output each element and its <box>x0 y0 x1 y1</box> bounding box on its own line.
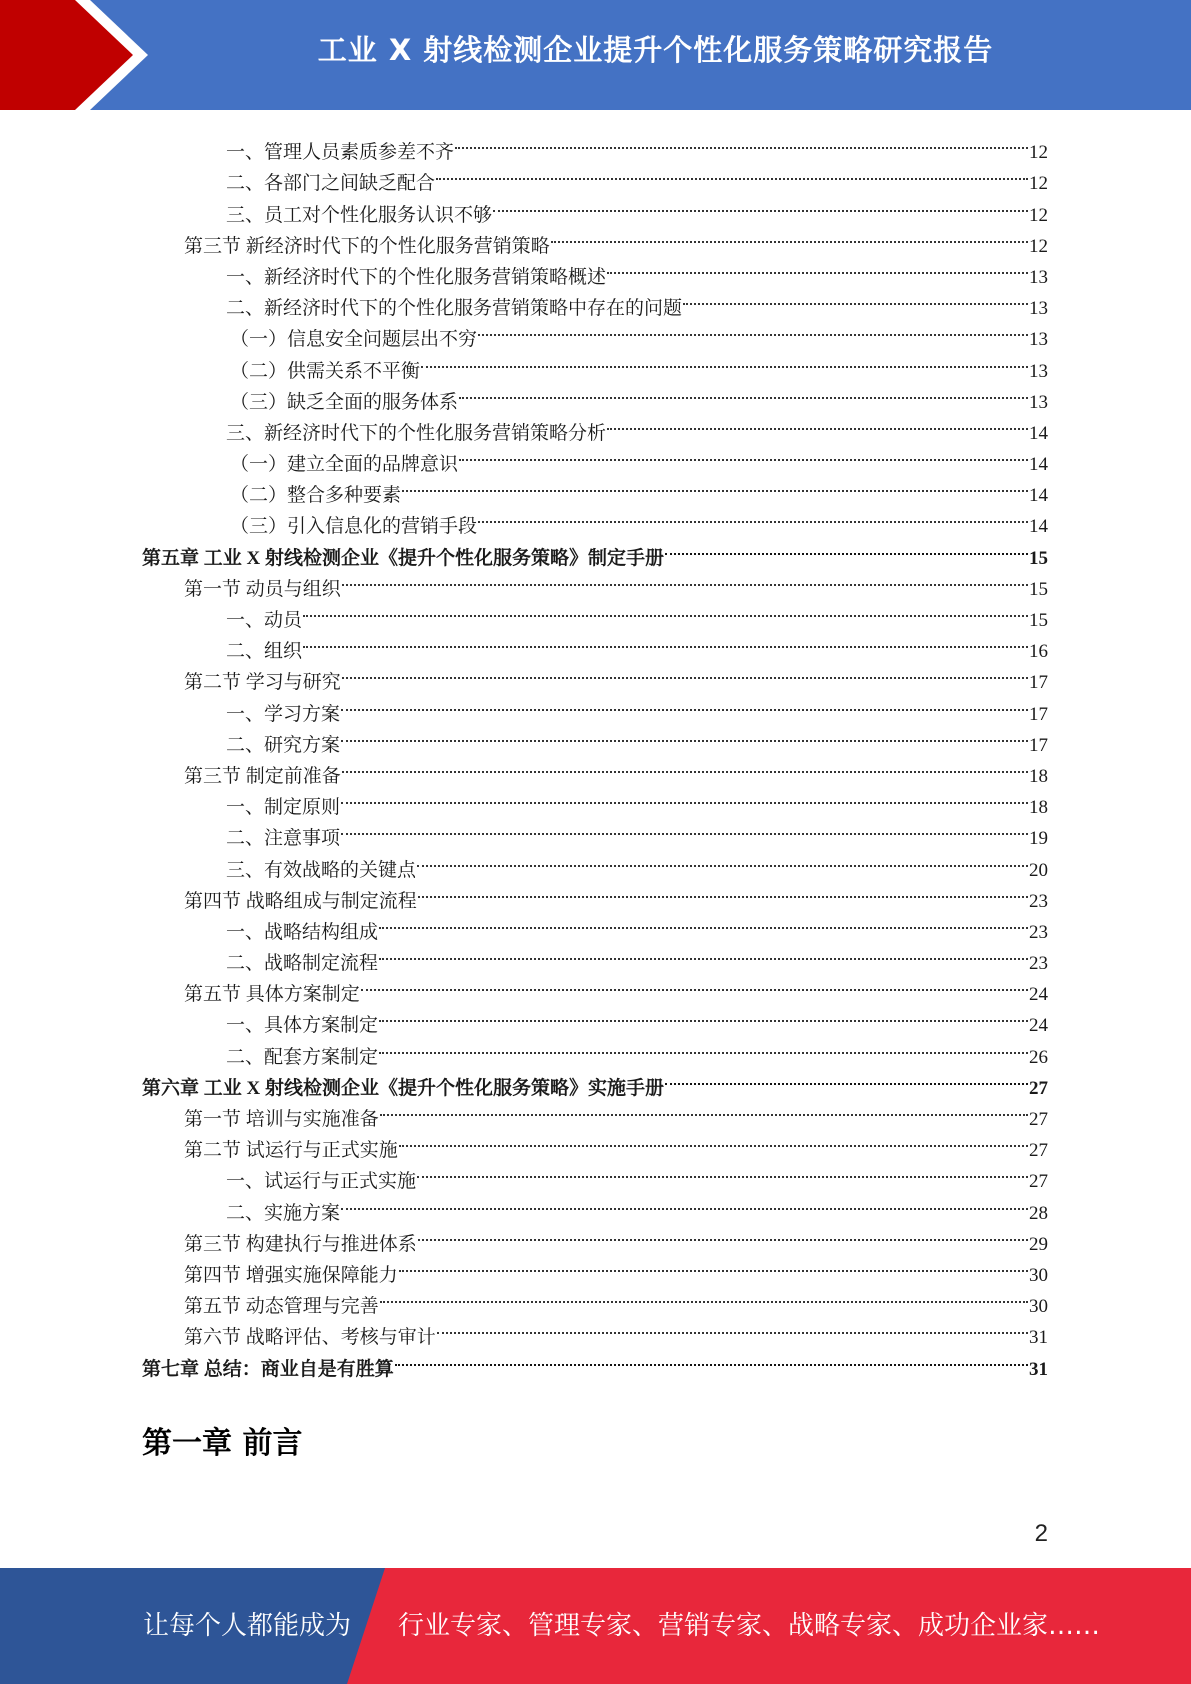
toc-dot-leader <box>341 1187 1028 1218</box>
toc-entry-label: 一、动员 <box>226 610 303 631</box>
toc-dot-leader <box>303 595 1028 626</box>
toc-entry-page: 15 <box>1029 547 1048 569</box>
toc-dot-leader <box>342 751 1028 782</box>
toc-entry-page: 30 <box>1029 1264 1048 1286</box>
toc-entry-label: 二、组织 <box>226 641 303 663</box>
toc-dot-leader <box>341 813 1028 844</box>
toc-entry-page: 14 <box>1029 454 1048 476</box>
toc-entry-page: 27 <box>1029 1109 1048 1130</box>
toc-entry-label: 三、有效战略的关键点 <box>226 859 417 881</box>
toc-entry-label: 第一节 动员与组织 <box>184 578 341 600</box>
toc-dot-leader <box>342 657 1028 688</box>
page-footer <box>0 1568 1191 1684</box>
toc-dot-leader <box>493 189 1028 220</box>
toc-entry-page: 27 <box>1029 1140 1048 1162</box>
toc-entry-page: 16 <box>1029 641 1048 663</box>
toc-entry-label: 第五节 具体方案制定 <box>184 984 360 1006</box>
chapter-heading: 第一章 前言 <box>142 1426 303 1461</box>
toc-dot-leader <box>459 377 1028 408</box>
toc-dot-leader <box>478 314 1028 345</box>
toc-entry-page: 14 <box>1029 516 1048 538</box>
toc-dot-leader <box>417 1156 1028 1187</box>
page-number: 2 <box>1034 1520 1048 1547</box>
toc-dot-leader <box>380 1094 1028 1125</box>
toc-entry-label: 第六章 工业 X 射线检测企业《提升个性化服务策略》实施手册 <box>142 1077 664 1099</box>
table-of-contents <box>142 127 1048 1380</box>
toc-entry-label: 第五章 工业 X 射线检测企业《提升个性化服务策略》制定手册 <box>142 547 664 569</box>
toc-entry-page: 15 <box>1029 578 1048 600</box>
toc-dot-leader <box>607 252 1028 283</box>
toc-entry-label: （三）引入信息化的营销手段 <box>230 516 478 538</box>
toc-entry-page: 31 <box>1029 1358 1048 1380</box>
toc-entry-page: 29 <box>1029 1233 1048 1255</box>
toc-entry-page: 27 <box>1029 1077 1048 1099</box>
toc-dot-leader <box>341 782 1028 813</box>
toc-dot-leader <box>551 221 1028 252</box>
toc-entry-label: （一）信息安全问题层出不穷 <box>230 329 478 351</box>
toc-dot-leader <box>379 1031 1028 1062</box>
toc-entry-label: 第二节 学习与研究 <box>184 672 341 694</box>
toc-entry-label: 二、研究方案 <box>226 734 341 756</box>
toc-entry-label: 第四节 战略组成与制定流程 <box>184 890 417 912</box>
toc-dot-leader <box>665 532 1028 563</box>
toc-dot-leader <box>478 501 1028 532</box>
toc-entry-page: 18 <box>1029 797 1048 819</box>
toc-dot-leader <box>607 408 1028 439</box>
toc-entry-label: 一、新经济时代下的个性化服务营销策略概述 <box>226 266 607 288</box>
document-title: 工业 X 射线检测企业提升个性化服务策略研究报告 <box>317 33 994 67</box>
toc-entry-page: 12 <box>1029 204 1048 226</box>
toc-entry-page: 13 <box>1029 360 1048 382</box>
toc-entry-label: 一、具体方案制定 <box>226 1015 379 1037</box>
toc-entry-label: 第六节 战略评估、考核与审计 <box>184 1327 436 1349</box>
toc-entry-label: 一、制定原则 <box>226 797 341 819</box>
toc-entry-label: 一、试运行与正式实施 <box>226 1171 417 1193</box>
toc-entry-label: 第三节 构建执行与推进体系 <box>184 1233 417 1255</box>
toc-entry-label: 第二节 试运行与正式实施 <box>184 1140 398 1162</box>
toc-entry-label: 一、战略结构组成 <box>226 921 379 943</box>
toc-entry-page: 17 <box>1029 734 1048 756</box>
toc-entry-page: 12 <box>1029 142 1048 164</box>
toc-entry-label: 二、新经济时代下的个性化服务营销策略中存在的问题 <box>226 298 683 320</box>
toc-dot-leader <box>683 283 1028 314</box>
toc-entry-label: （一）建立全面的品牌意识 <box>230 454 459 476</box>
toc-entry-label: 第三节 新经济时代下的个性化服务营销策略 <box>184 235 550 257</box>
toc-entry-page: 14 <box>1029 485 1048 507</box>
toc-entry-label: 第一节 培训与实施准备 <box>184 1109 379 1130</box>
toc-entry-page: 13 <box>1029 298 1048 320</box>
toc-entry-page: 18 <box>1029 765 1048 787</box>
toc-dot-leader <box>341 720 1028 751</box>
toc-entry-label: 第三节 制定前准备 <box>184 765 341 787</box>
toc-entry[interactable] <box>142 127 1048 164</box>
toc-entry-label: （二）整合多种要素 <box>230 485 402 507</box>
toc-dot-leader <box>418 876 1028 907</box>
toc-dot-leader <box>303 626 1028 657</box>
toc-dot-leader <box>379 1000 1028 1031</box>
toc-entry-page: 12 <box>1029 235 1048 257</box>
toc-entry-label: 一、学习方案 <box>226 703 341 725</box>
toc-entry-label: 二、各部门之间缺乏配合 <box>226 173 436 195</box>
toc-entry-page: 14 <box>1029 422 1048 444</box>
toc-dot-leader <box>342 564 1028 595</box>
toc-dot-leader <box>341 688 1028 719</box>
toc-dot-leader <box>421 345 1028 376</box>
toc-dot-leader <box>379 907 1028 938</box>
toc-dot-leader <box>395 1343 1028 1374</box>
toc-entry-page: 17 <box>1029 672 1048 694</box>
toc-dot-leader <box>399 1125 1028 1156</box>
toc-entry-label: 二、战略制定流程 <box>226 953 379 975</box>
toc-entry-label: 二、实施方案 <box>226 1202 341 1224</box>
page-header <box>0 0 1191 110</box>
toc-entry-page: 27 <box>1029 1171 1048 1193</box>
toc-entry-label: （二）供需关系不平衡 <box>230 360 421 382</box>
toc-entry-page: 17 <box>1029 703 1048 725</box>
toc-dot-leader <box>399 1250 1028 1281</box>
toc-entry-label: 第四节 增强实施保障能力 <box>184 1264 398 1286</box>
toc-entry-page: 13 <box>1029 391 1048 413</box>
toc-entry-page: 23 <box>1029 890 1048 912</box>
toc-entry-page: 19 <box>1029 828 1048 850</box>
toc-entry-label: 一、管理人员素质参差不齐 <box>226 142 455 164</box>
toc-dot-leader <box>455 127 1028 158</box>
toc-dot-leader <box>379 938 1028 969</box>
toc-entry-page: 23 <box>1029 953 1048 975</box>
toc-dot-leader <box>417 844 1028 875</box>
toc-entry-page: 13 <box>1029 329 1048 351</box>
toc-entry-page: 15 <box>1029 610 1048 631</box>
toc-entry-label: 三、员工对个性化服务认识不够 <box>226 204 493 226</box>
toc-entry-label: 二、配套方案制定 <box>226 1046 379 1068</box>
toc-dot-leader <box>437 1312 1028 1343</box>
toc-entry-label: 第五节 动态管理与完善 <box>184 1296 379 1318</box>
toc-entry-page: 23 <box>1029 921 1048 943</box>
toc-dot-leader <box>380 1281 1028 1312</box>
toc-entry-page: 20 <box>1029 859 1048 881</box>
toc-entry-page: 31 <box>1029 1327 1048 1349</box>
footer-slogan-right: 行业专家、管理专家、营销专家、战略专家、成功企业家…… <box>398 1611 1101 1641</box>
toc-dot-leader <box>665 1063 1028 1094</box>
toc-entry-page: 30 <box>1029 1296 1048 1318</box>
toc-dot-leader <box>436 158 1028 189</box>
toc-entry-label: 二、注意事项 <box>226 828 341 850</box>
toc-dot-leader <box>459 439 1028 470</box>
toc-dot-leader <box>361 969 1028 1000</box>
toc-entry-label: 三、新经济时代下的个性化服务营销策略分析 <box>226 422 607 444</box>
toc-entry-page: 26 <box>1029 1046 1048 1068</box>
toc-dot-leader <box>402 470 1028 501</box>
toc-entry-page: 24 <box>1029 984 1048 1006</box>
toc-entry-page: 28 <box>1029 1202 1048 1224</box>
toc-dot-leader <box>418 1219 1028 1250</box>
toc-entry-label: 第七章 总结：商业自是有胜算 <box>142 1358 394 1380</box>
toc-entry-page: 13 <box>1029 266 1048 288</box>
footer-slogan-left: 让每个人都能成为 <box>143 1611 352 1641</box>
toc-entry-label: （三）缺乏全面的服务体系 <box>230 391 459 413</box>
toc-entry-page: 24 <box>1029 1015 1048 1037</box>
toc-entry-page: 12 <box>1029 173 1048 195</box>
